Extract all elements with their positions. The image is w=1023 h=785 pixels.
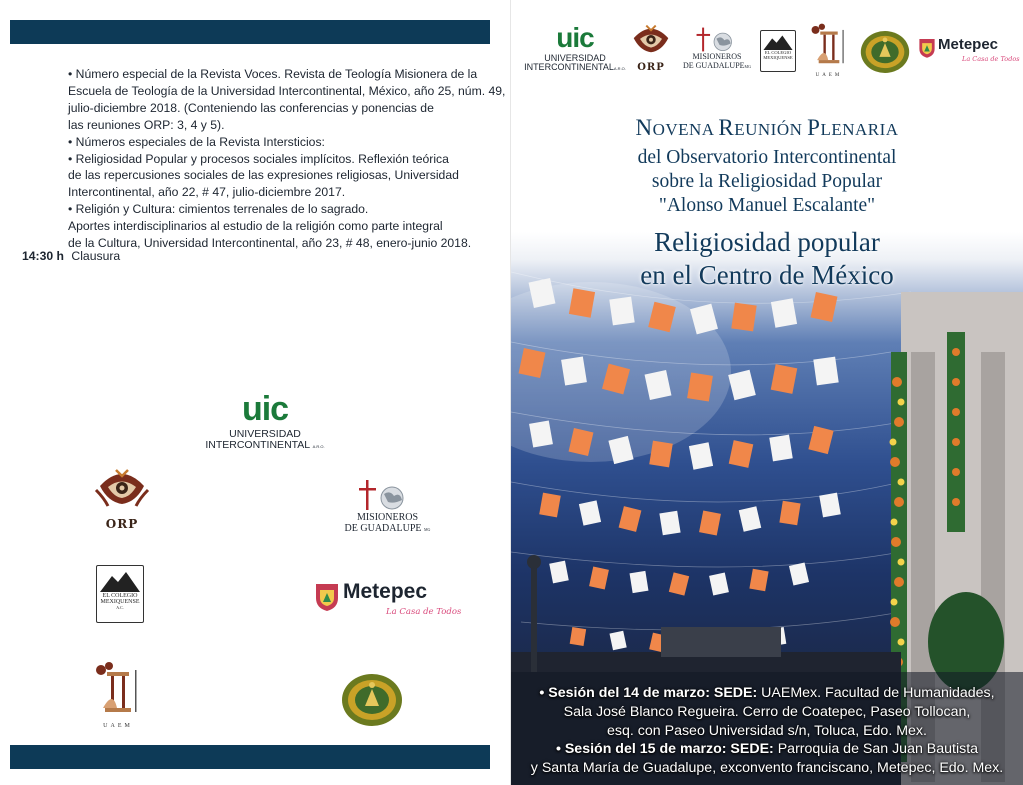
uaem-seal-large	[341, 673, 403, 727]
event-theme-line1: Religiosidad popular	[654, 227, 880, 257]
publication-line: • Números especiales de la Revista Intersticios:	[68, 134, 325, 149]
event-title-line3: sobre la Religiosidad Popular	[651, 171, 883, 192]
orp-logo-small	[628, 24, 674, 73]
misioneros-line1: MISIONEROS	[692, 52, 742, 61]
publications-list	[68, 66, 508, 252]
orp-emblem-icon	[94, 468, 150, 510]
uic-name-line1: UNIVERSIDAD	[544, 53, 606, 63]
session-1-line3: esq. con Paseo Universidad s/n, Toluca, Edo. Mex.	[607, 722, 927, 739]
uaem-label: UAEM	[103, 723, 133, 729]
event-title-line2: del Observatorio Intercontinental	[637, 147, 897, 168]
publication-line: • Número especial de la Revista Voces. Revista de Teología Misionera de la	[68, 67, 478, 81]
colegio-line1: EL COLEGIO	[102, 593, 138, 599]
uic-mark: uic	[241, 390, 289, 428]
metepec-word: Metepec	[938, 36, 999, 53]
orp-label: ORP	[105, 517, 139, 531]
schedule-closing	[22, 249, 120, 263]
mountain-icon	[100, 570, 140, 592]
colegio-line2: MEXIQUENSE	[100, 599, 140, 606]
publication-line: • Religiosidad Popular y procesos sociales implícitos. Reflexión teórica	[68, 151, 449, 166]
uic-name-line2: INTERCONTINENTAL A.R.O.	[205, 439, 325, 452]
metepec-word: Metepec	[343, 580, 428, 603]
metepec-shield-icon	[314, 582, 340, 612]
schedule-time: 14:30 h	[22, 249, 65, 263]
orp-label: ORP	[637, 62, 665, 73]
mountain-icon	[763, 34, 793, 50]
misioneros-logo-small	[680, 26, 754, 71]
uaem-humanidades-logo-small	[806, 22, 852, 78]
uic-logo-large	[190, 392, 340, 451]
orp-logo-large	[92, 468, 152, 531]
misioneros-line1: MISIONEROS	[356, 512, 419, 523]
publication-line: de la Cultura, Universidad Intercontinental, año 23, # 48, enero-junio 2018.	[68, 236, 472, 251]
publication-line: de las repercusiones sociales de las expresiones religiosas, Universidad	[68, 168, 459, 183]
colegio-line3: A.C.	[116, 604, 124, 610]
publication-line: julio-diciembre 2018. (Conteniendo las conferencias y ponencias de	[68, 100, 434, 115]
colegio-logo-large	[96, 565, 144, 623]
publication-line: Intercontinental, año 22, # 47, julio-diciembre 2017.	[68, 185, 346, 200]
event-title-line4: "Alonso Manuel Escalante"	[658, 195, 876, 216]
top-band	[10, 20, 490, 44]
metepec-logo-small	[918, 36, 1018, 72]
uic-logo-small	[520, 24, 630, 73]
cross-globe-icon	[694, 26, 742, 53]
colegio-line2: MEXIQUENSE	[763, 54, 793, 60]
session-1-line1: • Sesión del 14 de marzo: SEDE: UAEMex. Facultad de Humanidades,	[539, 685, 995, 701]
colegio-line1: EL COLEGIO	[764, 50, 792, 55]
misioneros-logo-large	[340, 478, 435, 534]
orp-emblem-icon	[629, 24, 673, 57]
humanidades-emblem-icon	[808, 22, 850, 68]
misioneros-line2: DE GUADALUPEMG	[682, 60, 751, 70]
humanidades-emblem-icon	[93, 660, 143, 718]
session-2-line1: • Sesión del 15 de marzo: SEDE: Parroquia de San Juan Bautista	[555, 741, 979, 758]
uaem-label: UAEM	[815, 73, 843, 78]
sessions-info	[511, 684, 1023, 778]
uaem-humanidades-logo-large	[92, 660, 144, 729]
bottom-band	[10, 745, 490, 769]
cover-title-block	[511, 112, 1023, 292]
uic-name-line2: INTERCONTINENTALA.R.O.	[524, 62, 626, 73]
uaem-seal-small	[860, 30, 910, 74]
publication-line: • Religión y Cultura: cimientos terrenales de lo sagrado.	[68, 202, 369, 217]
metepec-slogan: La Casa de Todos	[386, 607, 462, 617]
publication-line: Aportes interdisciplinarios al estudio de la religión como parte integral	[68, 219, 443, 234]
misioneros-line2: DE GUADALUPE MG	[344, 523, 431, 534]
uaem-seal-icon	[860, 30, 910, 74]
cross-globe-icon	[356, 478, 416, 512]
metepec-slogan: La Casa de Todos	[962, 55, 1020, 63]
session-2-line2: y Santa María de Guadalupe, exconvento franciscano, Metepec, Edo. Mex.	[530, 760, 1004, 777]
uaem-seal-icon	[341, 673, 403, 727]
session-1-line2: Sala José Blanco Regueira. Cerro de Coatepec, Paseo Tollocan,	[563, 703, 971, 720]
publication-line: las reuniones ORP: 3, 4 y 5).	[68, 117, 225, 132]
colegio-logo-small	[760, 30, 796, 72]
schedule-label: Clausura	[71, 249, 121, 263]
event-title: NOVENA REUNIÓN PLENARIA	[635, 115, 899, 140]
event-theme-line2: en el Centro de México	[640, 260, 894, 290]
metepec-shield-icon	[918, 37, 936, 59]
uic-name-line1: UNIVERSIDAD	[229, 428, 301, 440]
uic-mark: uic	[556, 22, 594, 53]
publication-line: Escuela de Teología de la Universidad Intercontinental, México, año 25, núm. 49,	[68, 83, 506, 98]
